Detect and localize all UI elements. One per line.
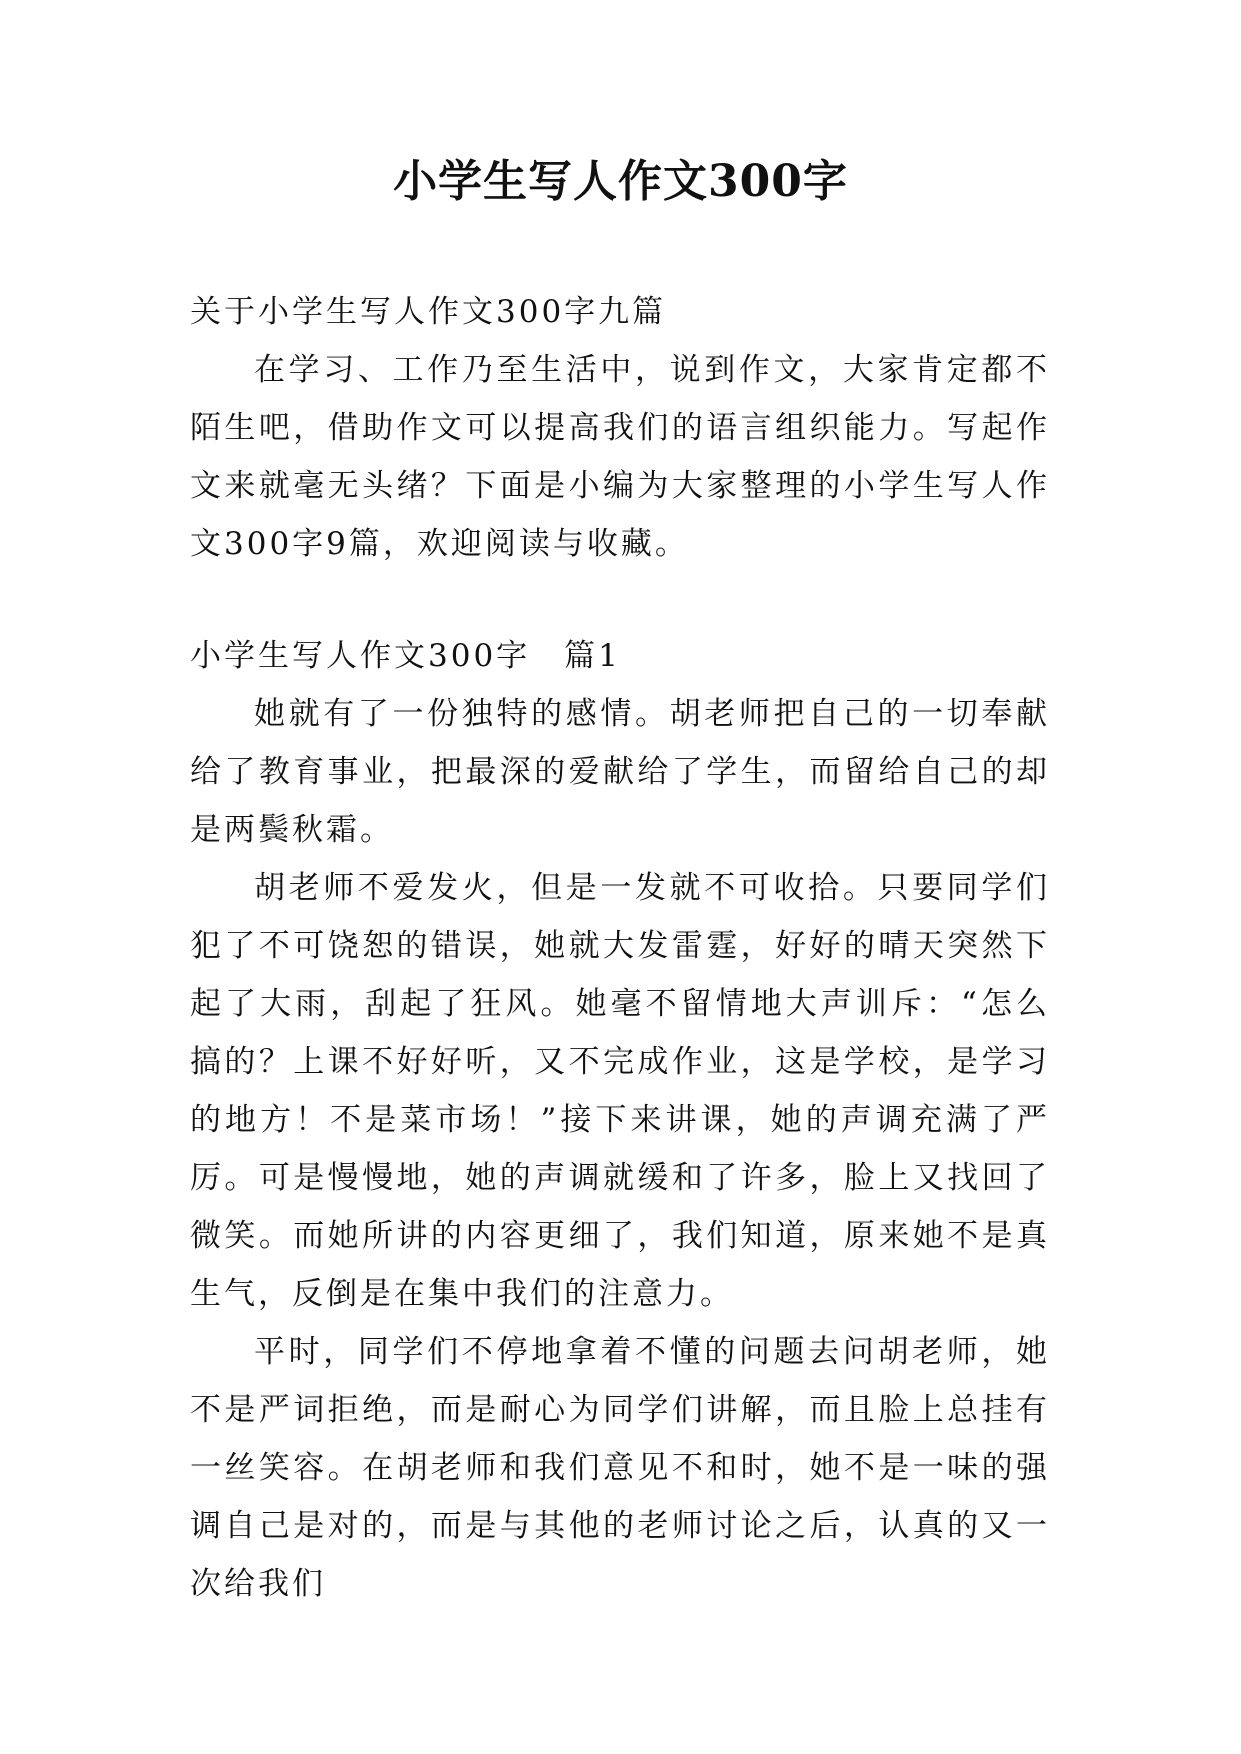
section-spacer <box>190 573 1050 627</box>
document-title: 小学生写人作文300字 <box>393 156 848 207</box>
body-paragraph: 胡老师不爱发火，但是一发就不可收拾。只要同学们犯了不可饶恕的错误，她就大发雷霆，好好的晴天突然下起了大雨，刮起了狂风。她毫不留情地大声训斥：“怎么搞的？上课不好好听，又不完成作业，这是学校，是学习的地方！不是菜市场！”接下来讲课，她的声调充满了严厉。可是慢慢地，她的声调就缓和了许多，脸上又找回了微笑。而她所讲的内容更细了，我们知道，原来她不是真生气，反倒是在集中我们的注意力。 <box>190 870 1050 1312</box>
body-paragraph: 平时，同学们不停地拿着不懂的问题去问胡老师，她不是严词拒绝，而是耐心为同学们讲解，而且脸上总挂有一丝笑容。在胡老师和我们意见不和时，她不是一味的强调自己是对的，而是与其他的老师讨论之后，认真的又一次给我们 <box>190 1334 1050 1602</box>
intro-paragraph: 在学习、工作乃至生活中，说到作文，大家肯定都不陌生吧，借助作文可以提高我们的语言组织能力。写起作文来就毫无头绪？下面是小编为大家整理的小学生写人作文300字9篇，欢迎阅读与收藏。 <box>190 352 1050 562</box>
document-body <box>190 283 1050 1613</box>
section-heading: 小学生写人作文300字 篇1 <box>190 638 621 674</box>
intro-heading: 关于小学生写人作文300字九篇 <box>190 294 667 330</box>
body-paragraph: 她就有了一份独特的感情。胡老师把自己的一切奉献给了教育事业，把最深的爱献给了学生，而留给自己的却是两鬓秋霜。 <box>190 696 1050 848</box>
